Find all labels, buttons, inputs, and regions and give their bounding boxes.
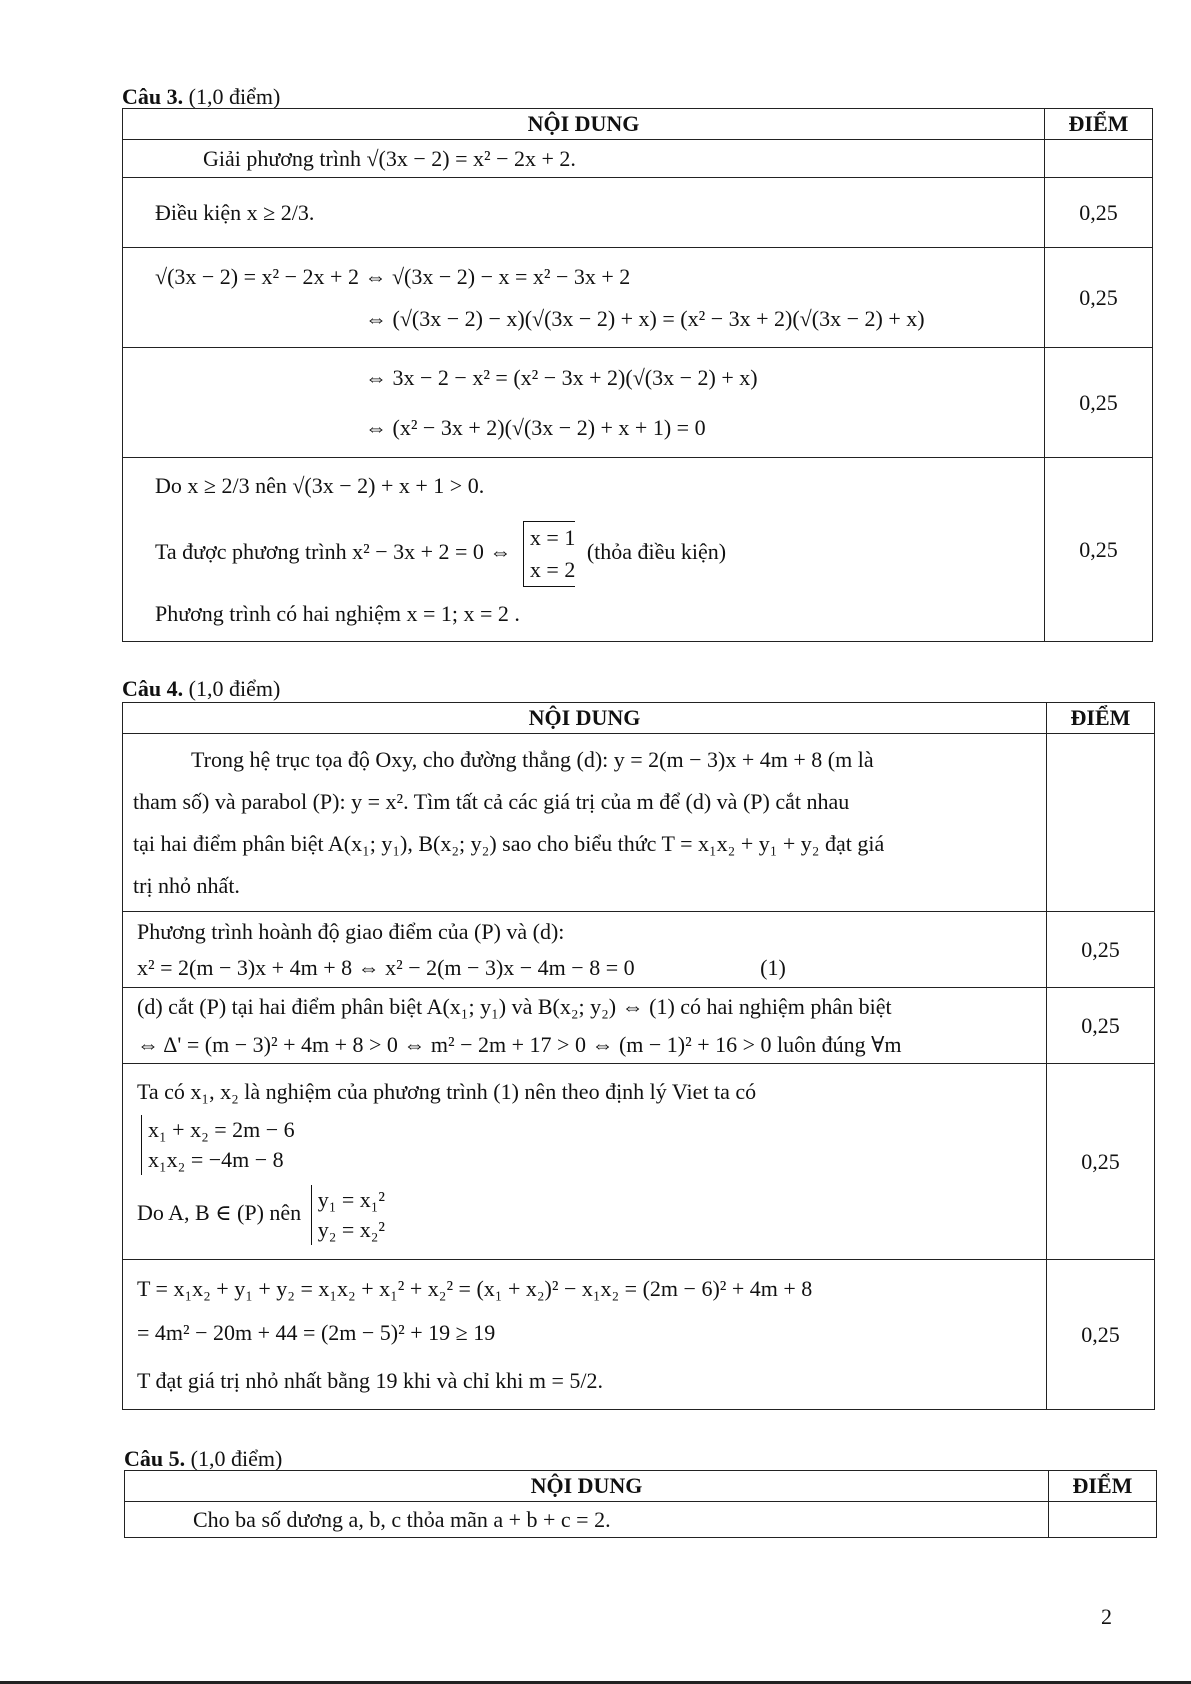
score-cell: 0,25 (1047, 988, 1155, 1064)
content-header: NỘI DUNG (123, 109, 1045, 140)
problem-line: trị nhỏ nhất. (133, 872, 240, 898)
question-5-table (124, 1470, 1157, 1538)
table-header-row (123, 703, 1155, 734)
content-header: NỘI DUNG (125, 1471, 1049, 1502)
problem-statement: Giải phương trình √(3x − 2) = x² − 2x + 2. (203, 145, 576, 171)
table-header-row (125, 1471, 1157, 1502)
system-line: y₂ = x₂² (317, 1216, 386, 1242)
score-cell: 0,25 (1047, 1064, 1155, 1260)
step-text: Do x ≥ 2/3 nên √(3x − 2) + x + 1 > 0. (155, 472, 485, 498)
step-text: ⇔ (√(3x − 2) − x)(√(3x − 2) + x) = (x² − 3x + 2)(√(3x − 2) + x) (365, 305, 925, 331)
problem-row (125, 1502, 1157, 1538)
score-cell: 0,25 (1045, 248, 1153, 348)
question-3-heading (122, 84, 280, 110)
step-text: √(3x − 2) = x² − 2x + 2 ⇔ √(3x − 2) − x = x² − 3x + 2 (155, 263, 631, 289)
step-text: (d) cắt (P) tại hai điểm phân biệt A(x₁; y₁) và B(x₂; y₂) ⇔ (1) có hai nghiệm phân biệt (137, 993, 892, 1019)
problem-line: tham số) và parabol (P): y = x². Tìm tất cả các giá trị của m để (d) và (P) cắt nhau (133, 788, 850, 814)
system-line: x₁x₂ = −4m − 8 (148, 1146, 284, 1172)
step-text: Do A, B ∈ (P) nên (137, 1199, 302, 1225)
question-3-points: (1,0 điểm) (188, 84, 281, 109)
score-header: ĐIỂM (1045, 109, 1153, 140)
table-row (123, 348, 1153, 458)
question-4-table (122, 702, 1155, 1410)
question-5-points: (1,0 điểm) (190, 1446, 283, 1471)
score-header: ĐIỂM (1049, 1471, 1157, 1502)
content-header: NỘI DUNG (123, 703, 1047, 734)
step-text: T = x₁x₂ + y₁ + y₂ = x₁x₂ + x₁² + x₂² = (x₁ + x₂)² − x₁x₂ = (2m − 6)² + 4m + 8 (137, 1275, 813, 1301)
step-text: Điều kiện x ≥ 2/3. (155, 199, 315, 225)
step-text: Ta được phương trình x² − 3x + 2 = 0 ⇔ (155, 538, 512, 564)
step-text: (thỏa điều kiện) (586, 538, 727, 564)
question-4-points: (1,0 điểm) (188, 676, 281, 701)
problem-line: Trong hệ trục tọa độ Oxy, cho đường thẳng (d): y = 2(m − 3)x + 4m + 8 (m là (191, 746, 874, 772)
step-text: ⇔ 3x − 2 − x² = (x² − 3x + 2)(√(3x − 2) + x) (365, 364, 758, 390)
table-row (123, 1260, 1155, 1410)
question-5-heading (124, 1446, 282, 1472)
question-3-label: Câu 3. (122, 84, 184, 109)
viet-system (141, 1115, 295, 1175)
y-system (311, 1185, 385, 1245)
problem-row (123, 140, 1153, 178)
equation-number: (1) (760, 954, 786, 980)
table-row (123, 458, 1153, 642)
step-text: Phương trình có hai nghiệm x = 1; x = 2 . (155, 600, 520, 626)
step-text: x² = 2(m − 3)x + 4m + 8 ⇔ x² − 2(m − 3)x − 4m − 8 = 0 (137, 954, 635, 980)
question-5-label: Câu 5. (124, 1446, 186, 1471)
step-text: ⇔ Δ' = (m − 3)² + 4m + 8 > 0 ⇔ m² − 2m + 17 > 0 ⇔ (m − 1)² + 16 > 0 luôn đúng ∀m (137, 1031, 902, 1057)
score-cell: 0,25 (1047, 912, 1155, 988)
step-text: T đạt giá trị nhỏ nhất bằng 19 khi và chỉ khi m = 5/2. (137, 1367, 603, 1393)
table-row (123, 1064, 1155, 1260)
score-cell: 0,25 (1047, 1260, 1155, 1410)
system-line: x₁ + x₂ = 2m − 6 (148, 1116, 295, 1142)
solution-bracket (523, 521, 575, 587)
table-row (123, 248, 1153, 348)
table-header-row (123, 109, 1153, 140)
score-header: ĐIỂM (1047, 703, 1155, 734)
page-number: 2 (1101, 1604, 1112, 1629)
score-cell: 0,25 (1045, 458, 1153, 642)
problem-statement: Cho ba số dương a, b, c thỏa mãn a + b + c = 2. (193, 1506, 611, 1532)
system-line: y₁ = x₁² (317, 1186, 386, 1212)
step-text: = 4m² − 20m + 44 = (2m − 5)² + 19 ≥ 19 (137, 1319, 496, 1345)
problem-row (123, 734, 1155, 912)
table-row (123, 912, 1155, 988)
question-3-table (122, 108, 1153, 642)
step-text: Ta có x₁, x₂ là nghiệm của phương trình (1) nên theo định lý Viet ta có (137, 1078, 757, 1104)
score-cell: 0,25 (1045, 348, 1153, 458)
step-text: Phương trình hoành độ giao điểm của (P) và (d): (137, 918, 565, 944)
score-cell: 0,25 (1045, 178, 1153, 248)
problem-line: tại hai điểm phân biệt A(x₁; y₁), B(x₂; y₂) sao cho biểu thức T = x₁x₂ + y₁ + y₂ đạt giá (133, 830, 885, 856)
table-row (123, 178, 1153, 248)
solution-line: x = 2 (529, 556, 576, 582)
step-text: ⇔ (x² − 3x + 2)(√(3x − 2) + x + 1) = 0 (365, 414, 706, 440)
solution-line: x = 1 (529, 524, 576, 550)
question-4-label: Câu 4. (122, 676, 184, 701)
table-row (123, 988, 1155, 1064)
question-4-heading (122, 676, 280, 702)
